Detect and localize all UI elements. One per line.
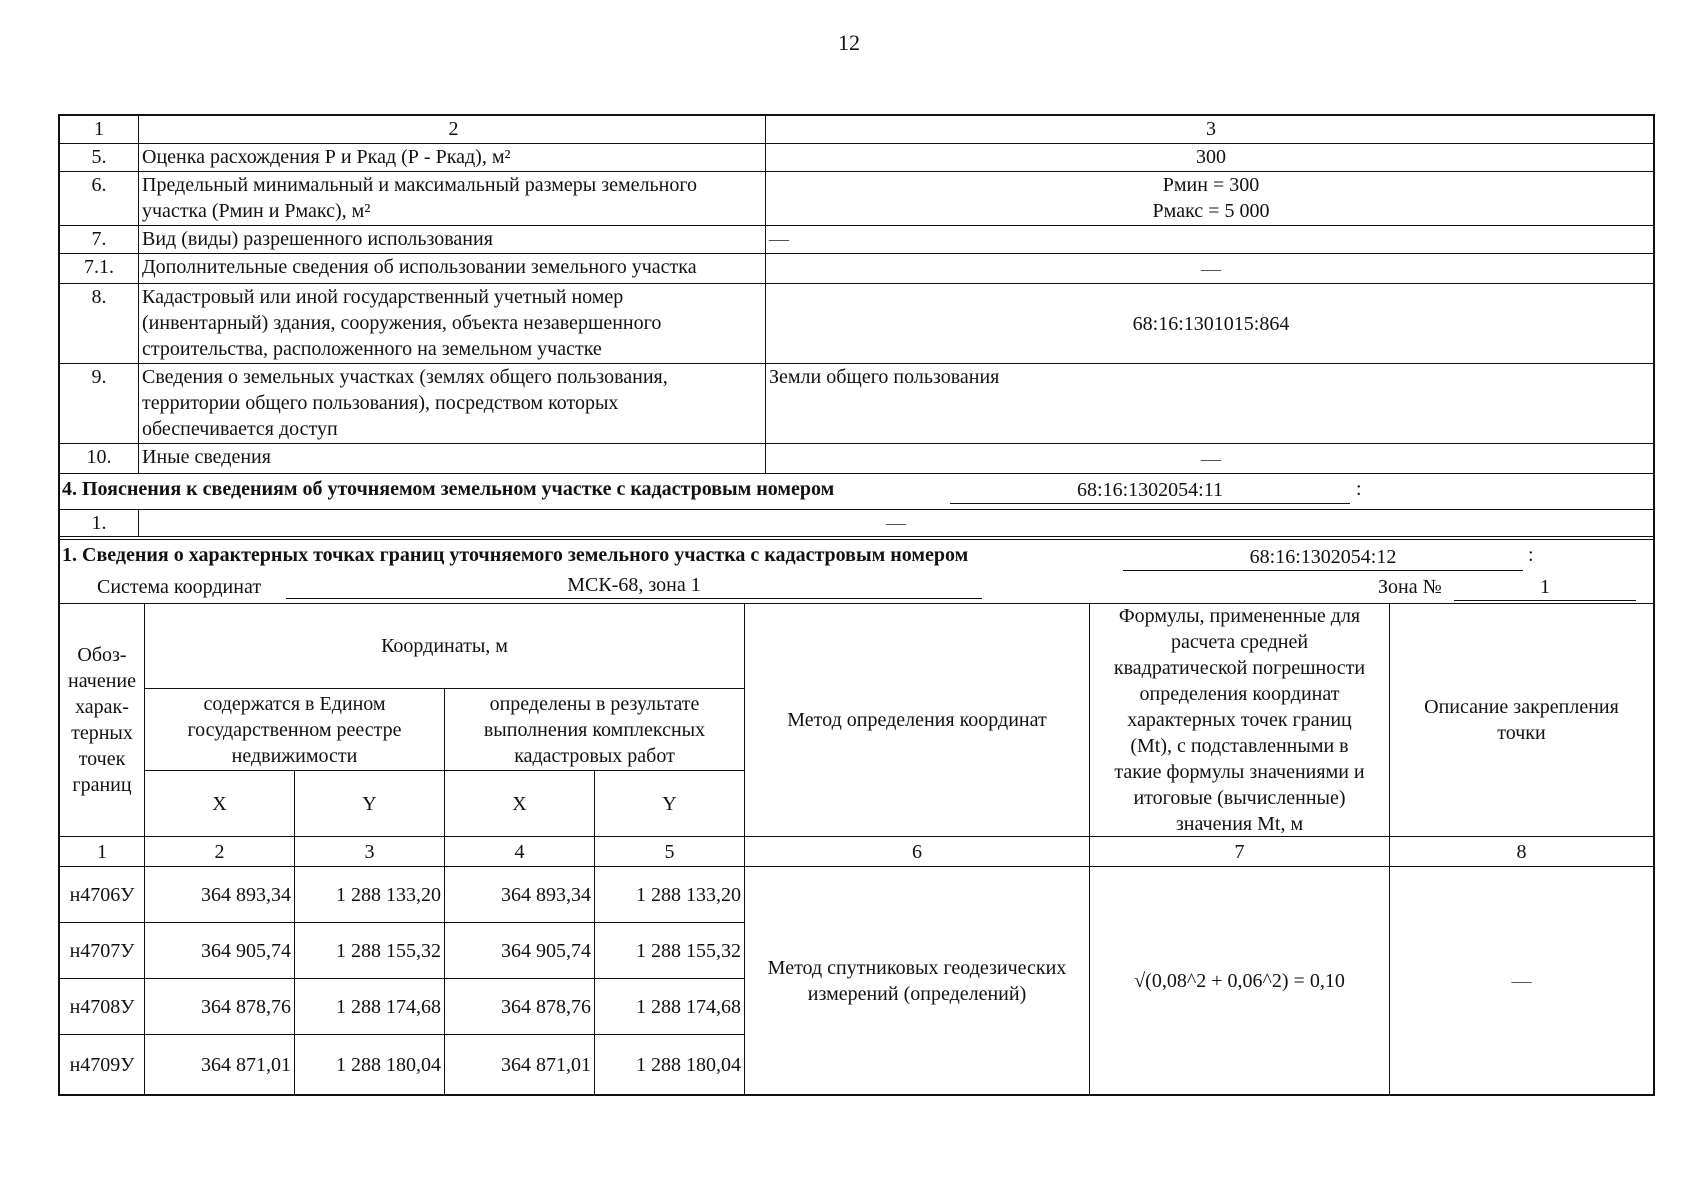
point-x-kkr: 364 905,74 xyxy=(445,923,595,979)
zone-value: 1 xyxy=(1454,574,1636,601)
point-x-egrn: 364 893,34 xyxy=(145,867,295,923)
row-number: 5. xyxy=(60,144,139,171)
description-value: — xyxy=(1511,969,1532,992)
col-number-7: 7 xyxy=(1090,837,1390,867)
row-label: Дополнительные сведения об использовании земельного участка xyxy=(139,254,766,283)
point-y-kkr: 1 288 133,20 xyxy=(595,867,745,923)
point-y-kkr: 1 288 155,32 xyxy=(595,923,745,979)
row-number: 8. xyxy=(60,284,139,363)
header-coordinates: Координаты, м xyxy=(145,604,745,689)
header-egrn: содержатся в Едином государственном реестре недвижимости xyxy=(145,689,445,771)
point-y-kkr: 1 288 180,04 xyxy=(595,1035,745,1094)
points-table xyxy=(60,604,1653,1094)
point-x-egrn: 364 878,76 xyxy=(145,979,295,1035)
point-y-egrn: 1 288 180,04 xyxy=(295,1035,445,1094)
table-row xyxy=(60,444,1653,474)
row-value: — xyxy=(886,512,906,534)
document-table xyxy=(58,114,1655,1096)
section-4-header xyxy=(60,474,1653,510)
header-method: Метод определения координат xyxy=(745,604,1090,837)
table-row xyxy=(60,226,1653,254)
header-y-kkr: Y xyxy=(595,771,745,837)
row-label: Сведения о земельных участках (землях общего пользования, территории общего пользования), посредством которых обеспечивается доступ xyxy=(139,364,766,443)
row-value: 68:16:1301015:864 xyxy=(1132,312,1290,335)
point-y-egrn: 1 288 155,32 xyxy=(295,923,445,979)
method-value: Метод спутниковых геодезических измерений (определений) xyxy=(745,867,1090,1094)
page-number: 12 xyxy=(838,30,860,55)
row-value: Земли общего пользования xyxy=(769,366,1000,388)
table-row xyxy=(60,172,1653,226)
row-label: Оценка расхождения Р и Ркад (Р - Ркад), м² xyxy=(139,144,766,171)
header-formula: Формулы, примененные для расчета средней квадратической погрешности определения координат характерных точек границ (Mt), с подставленными в такие формулы значениями и итоговые (вычисленные) значения Mt, м xyxy=(1090,604,1390,837)
col-number-6: 6 xyxy=(745,837,1090,867)
section-4-row xyxy=(60,510,1653,540)
point-x-egrn: 364 905,74 xyxy=(145,923,295,979)
header-col-2: 2 xyxy=(139,116,766,143)
point-y-egrn: 1 288 174,68 xyxy=(295,979,445,1035)
coord-system-label: Система координат xyxy=(97,576,262,598)
row-value: Рмин = 300 Рмакс = 5 000 xyxy=(1152,174,1270,222)
table-row xyxy=(60,254,1653,284)
col-number-8: 8 xyxy=(1390,837,1653,867)
zone-label: Зона № xyxy=(1378,576,1442,598)
section-1-title: 1. Сведения о характерных точках границ уточняемого земельного участка с кадастровым номером xyxy=(62,544,969,566)
col-number-5: 5 xyxy=(595,837,745,867)
point-x-kkr: 364 878,76 xyxy=(445,979,595,1035)
point-x-kkr: 364 871,01 xyxy=(445,1035,595,1094)
coord-system-value: МСК-68, зона 1 xyxy=(286,572,982,599)
header-kkr: определены в результате выполнения комплексных кадастровых работ xyxy=(445,689,745,771)
row-number: 6. xyxy=(60,172,139,225)
point-y-kkr: 1 288 174,68 xyxy=(595,979,745,1035)
row-value: — xyxy=(1201,257,1221,280)
header-col-3: 3 xyxy=(1206,118,1216,140)
row-label: Кадастровый или иной государственный учетный номер (инвентарный) здания, сооружения, объекта незавершенного строительства, расположенного на земельном участке xyxy=(139,284,766,363)
row-value: — xyxy=(1201,447,1221,470)
point-x-kkr: 364 893,34 xyxy=(445,867,595,923)
section-4-title: 4. Пояснения к сведениям об уточняемом земельном участке с кадастровым номером xyxy=(62,478,835,500)
header-x-egrn: X xyxy=(145,771,295,837)
point-id: н4707У xyxy=(60,923,145,979)
header-x-kkr: X xyxy=(445,771,595,837)
row-number: 7.1. xyxy=(60,254,139,283)
section-4-colon: : xyxy=(1356,478,1362,500)
col-number-2: 2 xyxy=(145,837,295,867)
header-col-1: 1 xyxy=(60,116,139,143)
formula-value: √(0,08^2 + 0,06^2) = 0,10 xyxy=(1090,867,1390,1094)
row-label: Вид (виды) разрешенного использования xyxy=(139,226,766,253)
section-1-cadastral-number: 68:16:1302054:12 xyxy=(1123,544,1523,571)
row-number: 7. xyxy=(60,226,139,253)
point-id: н4708У xyxy=(60,979,145,1035)
row-number: 1. xyxy=(60,510,139,536)
point-y-egrn: 1 288 133,20 xyxy=(295,867,445,923)
table-row xyxy=(60,144,1653,172)
point-id: н4706У xyxy=(60,867,145,923)
row-value: 300 xyxy=(1196,146,1226,168)
col-number-3: 3 xyxy=(295,837,445,867)
table-row xyxy=(60,284,1653,364)
row-number: 9. xyxy=(60,364,139,443)
table-row xyxy=(60,364,1653,444)
table-header-row xyxy=(60,116,1653,144)
header-y-egrn: Y xyxy=(295,771,445,837)
point-x-egrn: 364 871,01 xyxy=(145,1035,295,1094)
row-value: — xyxy=(769,228,789,250)
header-description: Описание закрепления точки xyxy=(1390,604,1653,837)
row-number: 10. xyxy=(60,444,139,473)
point-id: н4709У xyxy=(60,1035,145,1094)
col-number-4: 4 xyxy=(445,837,595,867)
row-label: Предельный минимальный и максимальный размеры земельного участка (Рмин и Рмакс), м² xyxy=(139,172,766,225)
col-number-1: 1 xyxy=(60,837,145,867)
row-label: Иные сведения xyxy=(139,444,766,473)
section-1-colon: : xyxy=(1528,544,1534,566)
section-1-header xyxy=(60,540,1653,604)
header-designation: Обоз- начение харак- терных точек границ xyxy=(60,604,145,837)
section-4-cadastral-number: 68:16:1302054:11 xyxy=(950,477,1350,504)
